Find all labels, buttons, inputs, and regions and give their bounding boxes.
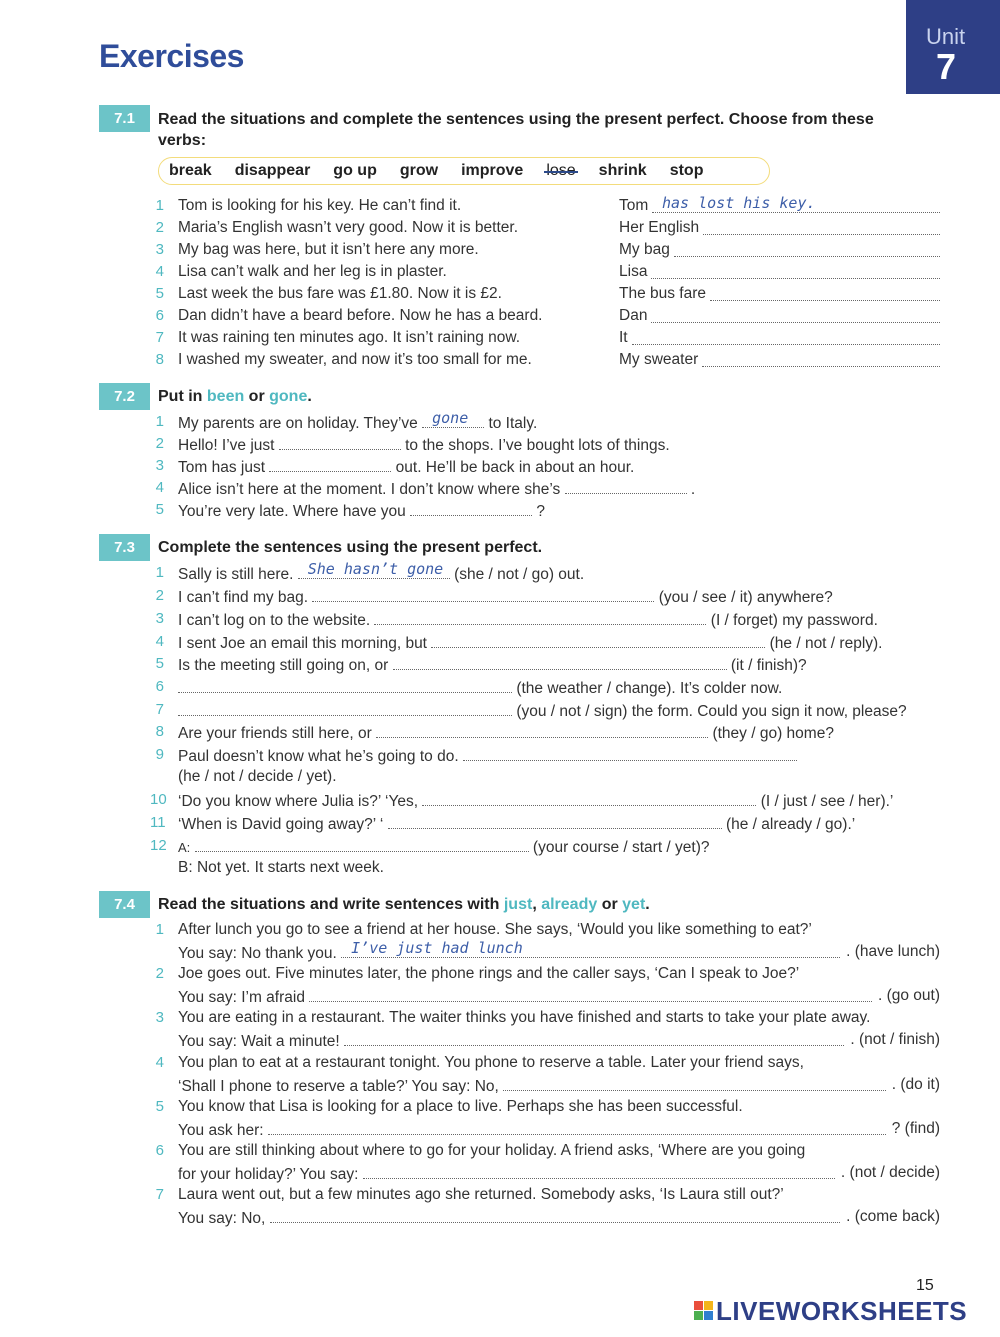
item-line: [178, 1164, 835, 1184]
item-line: [178, 560, 585, 584]
instruction-text: .: [645, 896, 650, 913]
answer-blank[interactable]: [702, 352, 940, 367]
item-number: 3: [155, 457, 164, 474]
answer-blank[interactable]: [388, 814, 722, 829]
answer-blank[interactable]: [422, 409, 484, 428]
text-before: My parents are on holiday. They’ve: [178, 415, 418, 432]
answer-blank[interactable]: [463, 746, 797, 761]
item-line: [178, 678, 782, 698]
item-line: [178, 435, 670, 455]
handwritten-answer: has lost his key.: [662, 194, 816, 212]
answer-blank[interactable]: [374, 610, 706, 625]
item-text: Laura went out, but a few minutes ago she returned. Somebody asks, ‘Is Laura still out?’: [178, 1186, 784, 1203]
item-number: 7: [155, 329, 164, 346]
exercise-item: [0, 351, 1000, 373]
item-text: Dan didn’t have a beard before. Now he has a beard.: [178, 307, 543, 324]
handwritten-answer: She hasn’t gone: [307, 560, 444, 578]
item-number: 10: [150, 791, 167, 808]
item-number: 3: [155, 610, 164, 627]
text-before: You say: I’m afraid: [178, 989, 305, 1006]
page-number: 15: [916, 1277, 934, 1294]
item-number: 3: [155, 1009, 164, 1026]
answer-blank[interactable]: [674, 242, 940, 257]
answer-blank[interactable]: [710, 286, 940, 301]
exercise-badge-7-3: 7.3: [99, 534, 150, 561]
instruction-line: Read the situations and complete the sentences using the present perfect. Choose from these: [158, 111, 874, 128]
item-number: 9: [155, 746, 164, 763]
answer-blank[interactable]: [268, 1120, 886, 1135]
answer-blank[interactable]: [632, 330, 940, 345]
exercise-item-answer-line: [0, 1164, 1000, 1186]
exercise-item: [0, 435, 1000, 457]
answer-blank[interactable]: [309, 987, 872, 1002]
item-text: Lisa can’t walk and her leg is in plaster.: [178, 263, 447, 280]
item-line: [178, 837, 710, 857]
exercise-item: [0, 701, 1000, 723]
verb-option: disappear: [234, 162, 311, 179]
item-number: 4: [155, 479, 164, 496]
answer-blank[interactable]: [178, 701, 512, 716]
exercise-item: [0, 723, 1000, 745]
exercise-7-2-instruction: [158, 386, 312, 407]
answer-blank[interactable]: [178, 678, 512, 693]
answer-blank[interactable]: [703, 220, 940, 235]
item-number: 5: [155, 655, 164, 672]
item-text: Joe goes out. Five minutes later, the phone rings and the caller says, ‘Can I speak to Joe?’: [178, 965, 800, 982]
item-line: [178, 633, 882, 653]
answer-blank[interactable]: [652, 194, 940, 213]
item-text: Tom is looking for his key. He can’t find it.: [178, 197, 462, 214]
item-text: You know that Lisa is looking for a place to live. Perhaps she has been successful.: [178, 1098, 743, 1115]
exercise-item: [0, 241, 1000, 263]
text-after: (I / just / see / her).’: [760, 793, 894, 810]
item-number: 5: [155, 501, 164, 518]
item-line: [178, 701, 907, 721]
item-line: [178, 501, 545, 521]
text-after: . (not / finish): [850, 1031, 940, 1048]
item-line: [178, 409, 538, 433]
exercise-item: [0, 285, 1000, 307]
answer-blank[interactable]: [410, 501, 532, 516]
item-text: I washed my sweater, and now it’s too small for me.: [178, 351, 532, 368]
instruction-text: ,: [532, 896, 542, 913]
item-text: (he / not / decide / yet).: [178, 768, 337, 785]
item-line: [178, 723, 834, 743]
item-number: 1: [155, 564, 164, 581]
exercise-7-1-instruction: [158, 109, 874, 151]
item-number: 4: [155, 633, 164, 650]
text-after: (he / already / go).’: [725, 816, 856, 833]
sentence-subject: My sweater: [619, 351, 699, 368]
instruction-text: .: [307, 388, 312, 405]
exercise-item: [0, 479, 1000, 501]
item-text: You are eating in a restaurant. The waiter thinks you have finished and starts to take your plate away.: [178, 1009, 871, 1026]
verb-option: break: [169, 162, 212, 179]
exercise-item: [0, 560, 1000, 586]
text-before: for your holiday?’ You say:: [178, 1166, 359, 1183]
item-text: My bag was here, but it isn’t here any more.: [178, 241, 479, 258]
verb-option-crossed: lose: [546, 162, 576, 179]
item-number: 8: [155, 351, 164, 368]
unit-label: Unit: [926, 24, 966, 49]
text-after: (you / not / sign) the form. Could you sign it now, please?: [516, 703, 907, 720]
item-line: [178, 1208, 840, 1228]
exercise-item-answer-line: [0, 987, 1000, 1009]
sentence-subject: Her English: [619, 219, 700, 236]
exercise-item: [0, 194, 1000, 219]
item-text: Maria’s English wasn’t very good. Now it is better.: [178, 219, 519, 236]
text-after: (he / not / reply).: [769, 635, 883, 652]
exercise-item: [0, 587, 1000, 609]
exercise-item: [0, 965, 1000, 987]
text-before: Paul doesn’t know what he’s going to do.: [178, 748, 459, 765]
text-after: ?: [536, 503, 545, 520]
exercise-item: [0, 1009, 1000, 1031]
text-after: ? (find): [891, 1120, 940, 1137]
sentence-subject: It: [619, 329, 628, 346]
text-before: I can’t log on to the website.: [178, 612, 371, 629]
text-before: You say: Wait a minute!: [178, 1033, 340, 1050]
text-after: out. He’ll be back in about an hour.: [395, 459, 635, 476]
text-before: A:: [178, 840, 191, 855]
item-number: 6: [155, 1142, 164, 1159]
item-line: [178, 479, 695, 499]
text-after: (she / not / go) out.: [454, 566, 585, 583]
text-before: Hello! I’ve just: [178, 437, 275, 454]
exercise-item-answer-line: [0, 1208, 1000, 1230]
text-before: You ask her:: [178, 1122, 264, 1139]
item-text: It was raining ten minutes ago. It isn’t raining now.: [178, 329, 521, 346]
exercise-item-answer-line: [0, 1120, 1000, 1142]
item-number: 8: [155, 723, 164, 740]
item-number: 4: [155, 263, 164, 280]
exercise-item-answer-line: [0, 939, 1000, 965]
answer-blank[interactable]: [431, 633, 765, 648]
answer-blank[interactable]: [376, 723, 708, 738]
answer-blank[interactable]: [270, 1208, 840, 1223]
exercise-item: [0, 1054, 1000, 1076]
exercise-item: [0, 263, 1000, 285]
text-after: . (not / decide): [840, 1164, 940, 1181]
page-title: Exercises: [99, 38, 244, 74]
text-after: . (do it): [891, 1076, 940, 1093]
item-line: [178, 610, 878, 630]
text-after: (the weather / change). It’s colder now.: [516, 680, 783, 697]
exercise-7-4-instruction: [158, 894, 650, 915]
verb-option: grow: [399, 162, 439, 179]
answer-blank[interactable]: [393, 655, 727, 670]
item-number: 4: [155, 1054, 164, 1071]
item-line: [178, 814, 855, 834]
verb-option: stop: [669, 162, 704, 179]
item-line: [178, 746, 797, 766]
liveworksheets-watermark: LIVEWORKSHEETS: [716, 1296, 968, 1326]
answer-blank[interactable]: [565, 479, 687, 494]
sentence-subject: Lisa: [619, 263, 648, 280]
exercise-item: [0, 409, 1000, 435]
exercise-item: [0, 1186, 1000, 1208]
exercise-item: [0, 219, 1000, 241]
answer-blank[interactable]: [503, 1076, 886, 1091]
text-before: You say: No,: [178, 1210, 266, 1227]
item-number: 2: [155, 219, 164, 236]
liveworksheets-logo-icon: [694, 1299, 714, 1323]
verb-option: go up: [333, 162, 377, 179]
item-number: 1: [155, 921, 164, 938]
exercise-item: [0, 791, 1000, 813]
sentence-subject: Dan: [619, 307, 648, 324]
text-after: (it / finish)?: [730, 657, 807, 674]
item-number: 2: [155, 587, 164, 604]
exercise-item: [0, 1142, 1000, 1164]
exercise-item: [0, 746, 1000, 768]
item-line: [178, 655, 807, 675]
exercise-badge-7-1: 7.1: [99, 105, 150, 132]
item-line: [178, 987, 872, 1007]
item-number: 6: [155, 678, 164, 695]
item-line: [178, 791, 893, 811]
item-number: 12: [150, 837, 167, 854]
text-before: You’re very late. Where have you: [178, 503, 406, 520]
exercise-item: [0, 655, 1000, 677]
item-text: After lunch you go to see a friend at her house. She says, ‘Would you like something to eat?’: [178, 921, 812, 938]
text-before: ‘Shall I phone to reserve a table?’ You say: No,: [178, 1078, 499, 1095]
exercise-item: [0, 329, 1000, 351]
keyword: been: [206, 388, 245, 405]
sentence-subject: The bus fare: [619, 285, 707, 302]
text-after: . (have lunch): [846, 943, 940, 960]
exercise-item: [0, 307, 1000, 329]
item-number: 7: [155, 1186, 164, 1203]
item-number: 7: [155, 701, 164, 718]
text-before: Sally is still here.: [178, 566, 294, 583]
exercise-item: [0, 1098, 1000, 1120]
text-before: ‘When is David going away?’ ‘: [178, 816, 384, 833]
exercise-item-answer-line: [0, 1031, 1000, 1053]
answer-blank[interactable]: [269, 457, 391, 472]
item-text: B: Not yet. It starts next week.: [178, 859, 384, 876]
text-before: Are your friends still here, or: [178, 725, 372, 742]
item-number: 1: [155, 413, 164, 430]
item-line: [178, 1076, 886, 1096]
text-before: Is the meeting still going on, or: [178, 657, 389, 674]
answer-blank[interactable]: [195, 837, 529, 852]
item-number: 5: [155, 1098, 164, 1115]
exercise-item: [0, 633, 1000, 655]
item-number: 6: [155, 307, 164, 324]
answer-blank[interactable]: [363, 1164, 835, 1179]
keyword: yet: [622, 896, 646, 913]
text-after: (your course / start / yet)?: [532, 839, 710, 856]
exercise-badge-7-2: 7.2: [99, 383, 150, 410]
instruction-text: or: [244, 388, 270, 405]
exercise-item: [0, 501, 1000, 523]
instruction-text: Read the situations and write sentences with: [158, 896, 504, 913]
handwritten-answer: gone: [432, 409, 469, 427]
handwritten-answer: I’ve just had lunch: [351, 939, 523, 957]
text-after: . (go out): [877, 987, 940, 1004]
text-before: Tom has just: [178, 459, 266, 476]
exercise-item-answer-line: [0, 1076, 1000, 1098]
exercise-item: [0, 814, 1000, 836]
sentence-subject: My bag: [619, 241, 670, 258]
verb-option: shrink: [598, 162, 647, 179]
instruction-text: or: [597, 896, 623, 913]
exercise-item: [0, 837, 1000, 859]
exercise-item: [0, 457, 1000, 479]
item-number: 3: [155, 241, 164, 258]
item-text: You plan to eat at a restaurant tonight. You phone to reserve a table. Later your friend says,: [178, 1054, 804, 1071]
answer-blank[interactable]: [312, 587, 654, 602]
item-number: 2: [155, 435, 164, 452]
item-text: You are still thinking about where to go for your holiday. A friend asks, ‘Where are you going: [178, 1142, 806, 1159]
item-line: [178, 1120, 886, 1140]
keyword: just: [503, 896, 533, 913]
keyword: gone: [269, 388, 308, 405]
text-after: . (come back): [846, 1208, 940, 1225]
answer-blank[interactable]: [344, 1031, 844, 1046]
text-before: I can’t find my bag.: [178, 589, 309, 606]
exercise-badge-7-4: 7.4: [99, 891, 150, 918]
text-after: to the shops. I’ve bought lots of things.: [405, 437, 670, 454]
answer-blank[interactable]: [279, 435, 401, 450]
exercise-item: [0, 610, 1000, 632]
text-before: Alice isn’t here at the moment. I don’t know where she’s: [178, 481, 561, 498]
text-after: (they / go) home?: [712, 725, 834, 742]
instruction-text: Put in: [158, 388, 207, 405]
answer-blank[interactable]: [422, 791, 756, 806]
item-line: [178, 457, 634, 477]
verb-box: [158, 157, 770, 185]
item-number: 11: [150, 814, 166, 831]
item-number: 1: [155, 197, 164, 214]
text-before: ‘Do you know where Julia is?’ ‘Yes,: [178, 793, 419, 810]
item-number: 2: [155, 965, 164, 982]
text-after: to Italy.: [488, 415, 538, 432]
unit-number: 7: [936, 46, 957, 87]
text-after: (I / forget) my password.: [710, 612, 878, 629]
exercise-7-3-instruction: Complete the sentences using the present perfect.: [158, 539, 543, 556]
item-number: 5: [155, 285, 164, 302]
answer-blank[interactable]: [651, 264, 940, 279]
text-after: .: [690, 481, 696, 498]
answer-blank[interactable]: [651, 308, 940, 323]
text-before: You say: No thank you.: [178, 945, 337, 962]
answer-blank[interactable]: [298, 560, 450, 579]
answer-blank[interactable]: [341, 939, 840, 958]
text-before: I sent Joe an email this morning, but: [178, 635, 427, 652]
item-text: Last week the bus fare was £1.80. Now it is £2.: [178, 285, 502, 302]
keyword: already: [541, 896, 598, 913]
exercise-item: [0, 678, 1000, 700]
sentence-subject: Tom: [619, 197, 649, 214]
item-line: [178, 587, 833, 607]
text-after: (you / see / it) anywhere?: [658, 589, 833, 606]
item-line: [178, 939, 840, 963]
item-line: [178, 1031, 844, 1051]
instruction-line: verbs:: [158, 132, 207, 149]
verb-option: improve: [461, 162, 524, 179]
